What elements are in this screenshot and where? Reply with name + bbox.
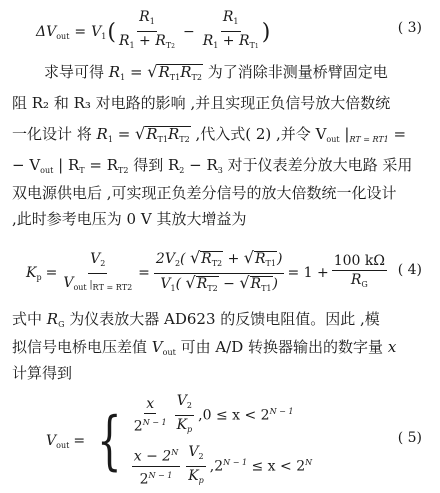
eq4-rhs-a: = 1 + bbox=[287, 265, 329, 281]
text-line-9: 计算得到 bbox=[12, 364, 73, 382]
text-line-4: − $V_{out}$ | $R_T = R_{T2}$ 得到 $R_2 - R_3$ 对于仪表差分放大电路 采用 bbox=[12, 156, 413, 175]
eq4-fraction-1: $\frac{V_2}{V_{out} |_{RT = RT2}}$ bbox=[63, 250, 133, 292]
eq4-fraction-3: $\frac{100 k\Omega}{R_G}$ bbox=[333, 253, 385, 289]
eq3-lparen: ( bbox=[107, 19, 116, 45]
text-line-2: 阻 R₂ 和 R₃ 对电路的影响 ,并且实现正负信号放大倍数统 bbox=[12, 94, 391, 112]
eq3-minus: − bbox=[182, 24, 195, 40]
text-line-5: 双电源供电后 ,可实现正负差分信号的放大倍数统一化设计 bbox=[12, 184, 397, 202]
eq3-lhs: $\Delta V_{out}$ bbox=[36, 23, 70, 41]
eq4-number: ( 4) bbox=[397, 262, 422, 278]
eq5-lhs: $V_{out}$ bbox=[46, 432, 70, 450]
eq3-rparen: ) bbox=[261, 19, 271, 45]
eq3-equals: = bbox=[74, 24, 87, 40]
eq4-fraction-2: $\frac{2V_2( √R_{T2} + √R_{T1})}{V_1( √R_{T2} - √R_{T1})}$ bbox=[154, 250, 285, 297]
eq5-cases bbox=[132, 393, 312, 489]
eq5-case-1: $\frac{x}{2^{N - 1}}$ $\frac{V_2}{K_p}$ $,0 \le x < 2^{N - 1}$ bbox=[133, 393, 294, 435]
eq3-coef: $V_1$ bbox=[91, 23, 107, 41]
text-line-7: 式中 $R_G$ 为仪表放大器 AD623 的反馈电阻值。因此 ,模 bbox=[12, 310, 380, 329]
text-line-8: 拟信号电桥电压差值 $V_{out}$ 可由 A/D 转换器输出的数字量 x bbox=[12, 338, 397, 357]
eq5-case-2: $\frac{x - 2^N}{2^{N - 1}}$ $\frac{V_2}{K_p}$ $,2^{N - 1} \le x < 2^N$ bbox=[133, 444, 313, 488]
eq3-number: ( 3) bbox=[397, 20, 422, 36]
text-line-1: 求导可得 $R_1 = √R_{T1}R_{T2}$ 为了消除非测量桥臂固定电 bbox=[44, 58, 430, 91]
eq3-fraction-1: $\frac{R_1}{R_1 + R_{T2}}$ bbox=[118, 9, 175, 50]
text-line-6: ,此时参考电压为 0 V 其放大增益为 bbox=[12, 210, 247, 228]
eq3-fraction-2: $\frac{R_1}{R_1 + R_{T1}}$ bbox=[202, 9, 259, 50]
eq4-lhs: $K_p$ bbox=[26, 264, 42, 282]
equation-4: $K_p$ = $\frac{V_2}{V_{out} |_{RT = RT2}}$ = $\frac{2V_2( √R_{T2} + √R_{T1})}{V_1( √R_{T2} - √R_{T1})}$ = 1 + $\frac{100 k\Omega}{R_G}$ bbox=[26, 246, 387, 300]
equation-3 bbox=[36, 10, 270, 54]
eq5-number: ( 5) bbox=[397, 430, 422, 446]
equation-5: $V_{out}$ = { $\frac{x}{2^{N - 1}}$ $\frac{V_2}{K_p}$ $,0 \le x < 2^{N - 1}$ $\frac{x - 2^N}{2^{N - 1}}$ $\frac{V_2}{K_p}$ $,2^{N - 1} \le x < 2^N$ bbox=[46, 393, 313, 488]
eq5-brace: { bbox=[97, 404, 122, 478]
text-line-3: 一化设计 将 $R_1 = √R_{T1}R_{T2}$ ,代入式( 2) ,并令 $V_{out}$ $|_{RT = RT1}$ = bbox=[12, 120, 430, 153]
